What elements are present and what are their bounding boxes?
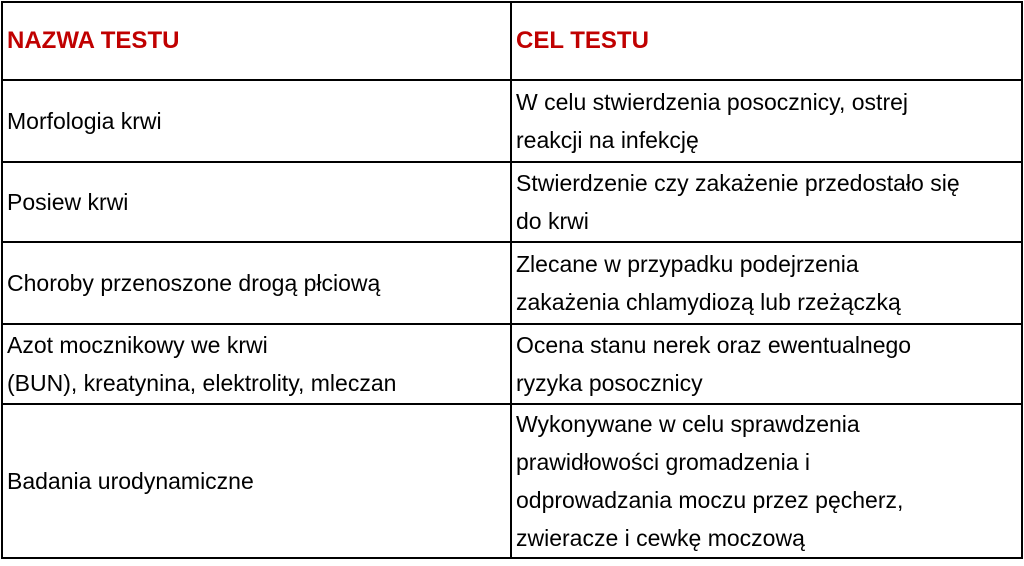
tests-table <box>1 1 1023 559</box>
test-purpose-line: do krwi <box>516 208 589 234</box>
test-purpose-cell <box>511 162 1022 242</box>
test-purpose-line: W celu stwierdzenia posocznicy, ostrej <box>516 89 908 115</box>
test-name-cell <box>2 404 511 558</box>
table-row <box>2 324 1022 404</box>
table-row <box>2 80 1022 162</box>
test-name-cell <box>2 80 511 162</box>
test-purpose-line: ryzyka posocznicy <box>516 370 703 396</box>
test-purpose-cell <box>511 324 1022 404</box>
test-purpose-line: reakcji na infekcję <box>516 127 699 153</box>
test-purpose-line: prawidłowości gromadzenia i <box>516 449 811 475</box>
table-row <box>2 404 1022 558</box>
test-purpose-line: zwieracze i cewkę moczową <box>516 525 805 551</box>
table-row <box>2 242 1022 324</box>
header-test-purpose: CEL TESTU <box>511 2 1022 80</box>
test-purpose-cell <box>511 242 1022 324</box>
table-row <box>2 162 1022 242</box>
test-name-cell <box>2 324 511 404</box>
test-name-line: Azot mocznikowy we krwi <box>7 332 268 358</box>
test-purpose-line: Zlecane w przypadku podejrzenia <box>516 251 859 277</box>
test-name-line: (BUN), kreatynina, elektrolity, mleczan <box>7 370 397 396</box>
header-test-name: NAZWA TESTU <box>2 2 511 80</box>
test-name-line: Posiew krwi <box>7 189 129 215</box>
test-name-line: Choroby przenoszone drogą płciową <box>7 270 381 296</box>
test-purpose-line: Stwierdzenie czy zakażenie przedostało się <box>516 170 960 196</box>
test-name-cell <box>2 162 511 242</box>
test-purpose-line: zakażenia chlamydiozą lub rzeżączką <box>516 289 901 315</box>
test-name-line: Badania urodynamiczne <box>7 468 254 494</box>
test-purpose-line: Ocena stanu nerek oraz ewentualnego <box>516 332 912 358</box>
test-purpose-cell <box>511 404 1022 558</box>
test-purpose-line: Wykonywane w celu sprawdzenia <box>516 411 860 437</box>
test-purpose-line: odprowadzania moczu przez pęcherz, <box>516 487 904 513</box>
test-name-line: Morfologia krwi <box>7 108 162 134</box>
test-name-cell <box>2 242 511 324</box>
test-purpose-cell <box>511 80 1022 162</box>
table-header-row <box>2 2 1022 80</box>
